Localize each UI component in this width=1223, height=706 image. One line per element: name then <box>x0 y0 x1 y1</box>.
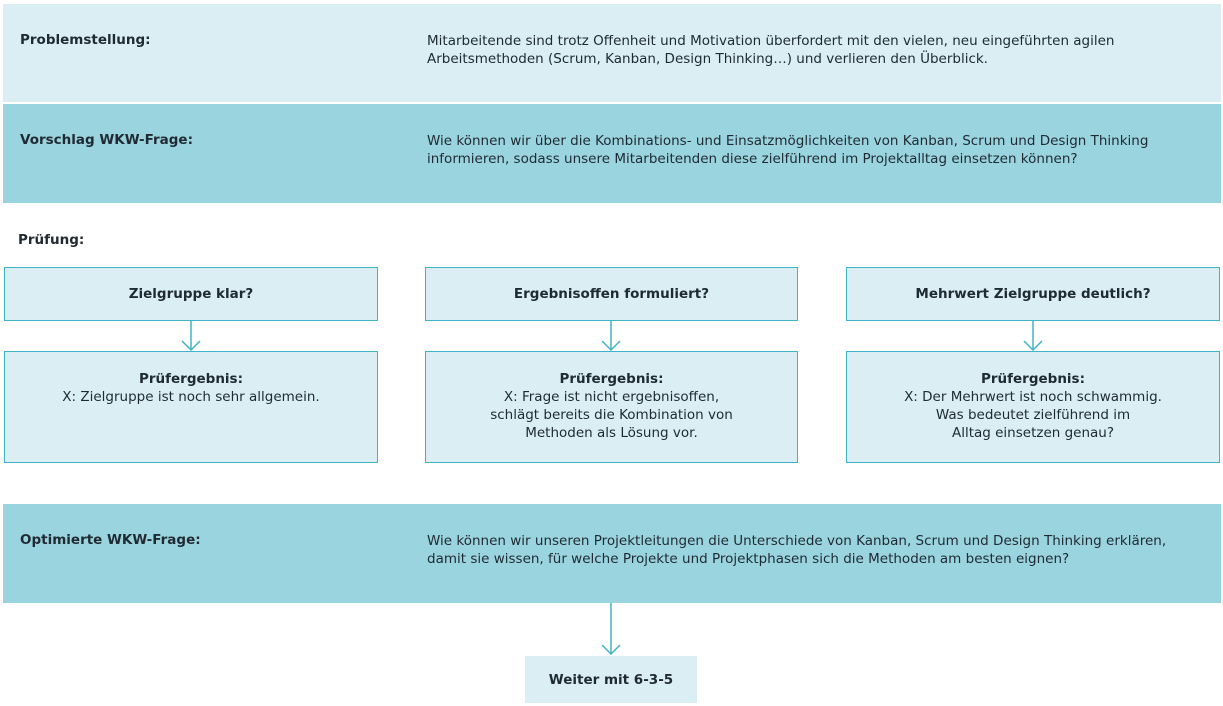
arrow-down-icon <box>602 321 620 350</box>
result-text: X: Frage ist nicht ergebnisoffen, schlägt bereits die Kombination von Methoden als Lösung vor. <box>490 389 733 441</box>
arrow-down-icon <box>602 603 620 654</box>
arrow-down-icon <box>1024 321 1042 350</box>
question-box-added-value: Mehrwert Zielgruppe deutlich? <box>846 267 1220 321</box>
proposal-text: Wie können wir über die Kombinations- und Einsatzmöglichkeiten von Kanban, Scrum und Design Thinking informieren, sodass unsere Mitarbeitenden diese zielführend im Projektalltag einsetzen können? <box>427 133 1149 167</box>
optimized-label: Optimierte WKW-Frage: <box>20 532 201 548</box>
result-title: Prüfergebnis: <box>980 371 1085 387</box>
problem-text: Mitarbeitende sind trotz Offenheit und Motivation überfordert mit den vielen, neu eingeführten agilen Arbeitsmethoden (Scrum, Kanban, Design Thinking…) und verlieren den Überblick. <box>427 33 1115 67</box>
optimized-text: Wie können wir unseren Projektleitungen die Unterschiede von Kanban, Scrum und Design Thinking erklären, damit sie wissen, für welche Projekte und Projektphasen sich die Methoden am besten eignen? <box>427 533 1167 567</box>
question-box-open-ended: Ergebnisoffen formuliert? <box>425 267 798 321</box>
proposal-label: Vorschlag WKW-Frage: <box>20 132 193 148</box>
result-title: Prüfergebnis: <box>138 371 243 387</box>
question-box-target-group: Zielgruppe klar? <box>4 267 378 321</box>
result-text: X: Zielgruppe ist noch sehr allgemein. <box>62 389 320 405</box>
next-step-box: Weiter mit 6-3-5 <box>525 656 697 703</box>
problem-label: Problemstellung: <box>20 32 151 48</box>
result-text: X: Der Mehrwert ist noch schwammig. Was bedeutet zielführend im Alltag einsetzen genau? <box>904 389 1162 441</box>
check-label: Prüfung: <box>18 232 85 248</box>
arrow-down-icon <box>182 321 200 350</box>
result-title: Prüfergebnis: <box>559 371 664 387</box>
